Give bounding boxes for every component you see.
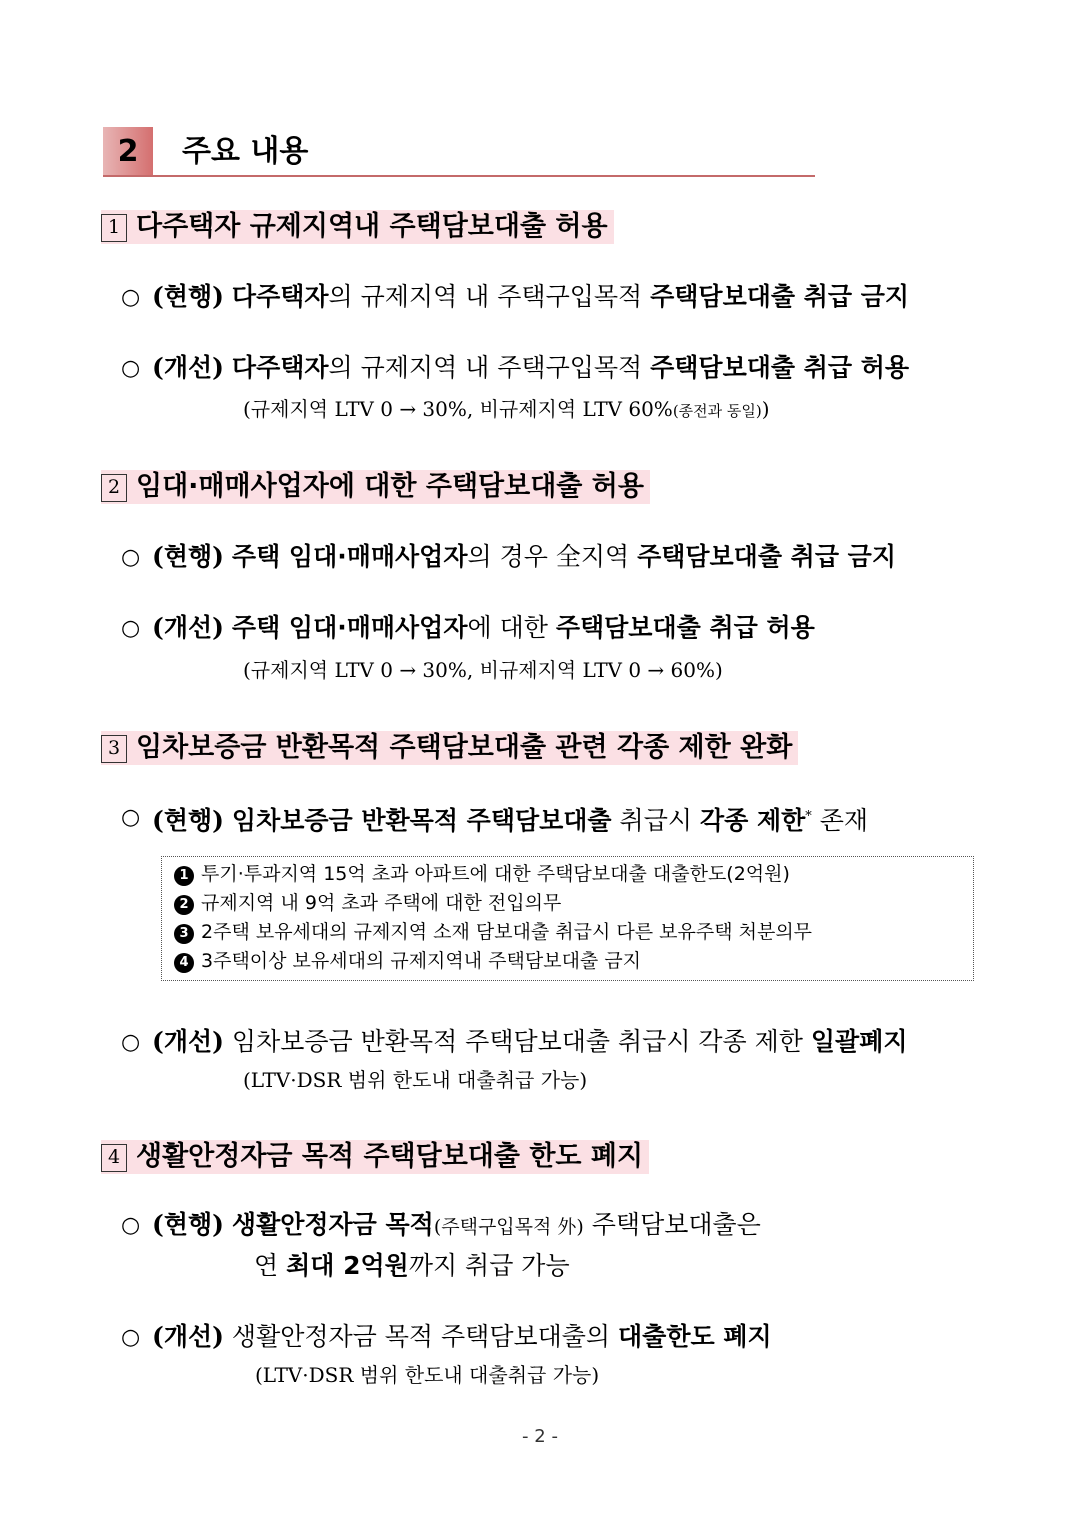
s3-current-asterisk: * — [805, 809, 812, 824]
s4-improved-tag: (개선) — [152, 1322, 224, 1351]
s3-improved-bold1: 일괄폐지 — [810, 1027, 908, 1056]
s1-current-tag: (현행) — [152, 282, 224, 311]
s1-improved-text1: 의 규제지역 내 주택구입목적 — [328, 353, 651, 382]
restriction-text: 2주택 보유세대의 규제지역 소재 담보대출 취급시 다른 보유주택 처분의무 — [201, 921, 813, 943]
subsection-title-4: 생활안정자금 목적 주택담보대출 한도 폐지 — [136, 1141, 644, 1172]
subsection-heading-2 — [101, 470, 650, 504]
s1-improved-bold1: 다주택자 — [231, 353, 329, 382]
subsection-number-2: 2 — [101, 474, 127, 502]
s2-current-bold1: 주택 임대·매매사업자 — [231, 542, 468, 571]
subsection-heading-3 — [101, 731, 798, 765]
s4-current-line2-post: 까지 취급 가능 — [408, 1251, 570, 1280]
restriction-text: 3주택이상 보유세대의 규제지역내 주택담보대출 금지 — [201, 950, 642, 972]
s1-current-text1: 의 규제지역 내 주택구입목적 — [328, 282, 651, 311]
s3-current-bold2: 각종 제한 — [699, 806, 806, 835]
s3-current-bold1: 임차보증금 반환목적 주택담보대출 — [231, 806, 612, 835]
bullet-icon: ○ — [121, 285, 141, 310]
s4-improved-bold1: 대출한도 폐지 — [618, 1322, 772, 1351]
s4-current-bold1: 생활안정자금 목적 — [231, 1210, 434, 1239]
bullet-icon: ○ — [121, 1213, 141, 1238]
s1-current-bold1: 다주택자 — [231, 282, 329, 311]
s4-current-line2-bold: 최대 2억원 — [286, 1251, 409, 1280]
bullet-icon: ○ — [121, 1325, 141, 1350]
s3-improved-text1: 임차보증금 반환목적 주택담보대출 취급시 각종 제한 — [231, 1027, 811, 1056]
s2-current-tag: (현행) — [152, 542, 224, 571]
s3-current-tag: (현행) — [152, 806, 224, 835]
s3-improved-tag: (개선) — [152, 1027, 224, 1056]
s4-current-line — [152, 1207, 761, 1245]
number-circle-icon: 2 — [174, 895, 194, 915]
section-number: 2 — [103, 127, 153, 177]
s2-improved-text1: 에 대한 — [467, 613, 556, 642]
subsection-number-1: 1 — [101, 214, 127, 242]
subsection-title-2: 임대·매매사업자에 대한 주택담보대출 허용 — [136, 471, 644, 502]
s3-improved-line — [152, 1024, 908, 1060]
bullet-icon: ○ — [121, 805, 141, 830]
s4-current-small: (주택구입목적 外) — [433, 1216, 584, 1238]
subsection-number-3: 3 — [101, 735, 127, 763]
s4-current-line2-pre: 연 — [254, 1251, 287, 1280]
subsection-number-4: 4 — [101, 1144, 127, 1172]
s1-improved-bold2: 주택담보대출 취급 허용 — [650, 353, 910, 382]
s1-note-end: ) — [761, 397, 770, 421]
s4-improved-text1: 생활안정자금 목적 주택담보대출의 — [231, 1322, 619, 1351]
subsection-title-1: 다주택자 규제지역내 주택담보대출 허용 — [136, 211, 608, 242]
s2-improved-bold1: 주택 임대·매매사업자 — [231, 613, 468, 642]
s4-improved-line — [152, 1319, 772, 1355]
section-title: 주요 내용 — [182, 134, 309, 169]
bullet-icon: ○ — [121, 616, 141, 641]
bullet-icon: ○ — [121, 545, 141, 570]
s1-note-main: (규제지역 LTV 0 → 30%, 비규제지역 LTV 60% — [243, 397, 673, 421]
page-number: - 2 - — [522, 1426, 558, 1447]
restriction-text: 투기·투과지역 15억 초과 아파트에 대한 주택담보대출 대출한도(2억원) — [201, 863, 790, 885]
section-divider — [103, 175, 815, 177]
s1-note — [243, 394, 770, 426]
s1-note-small: (종전과 동일) — [672, 402, 762, 420]
s4-note: (LTV·DSR 범위 한도내 대출취급 가능) — [255, 1363, 600, 1387]
restriction-text: 규제지역 내 9억 초과 주택에 대한 전입의무 — [201, 892, 562, 914]
number-circle-icon: 1 — [174, 866, 194, 886]
s2-improved-line — [152, 610, 815, 646]
s1-improved-tag: (개선) — [152, 353, 224, 382]
bullet-icon: ○ — [121, 356, 141, 381]
subsection-title-3: 임차보증금 반환목적 주택담보대출 관련 각종 제한 완화 — [136, 732, 793, 763]
number-circle-icon: 3 — [174, 924, 194, 944]
s4-current-tag: (현행) — [152, 1210, 224, 1239]
s2-current-bold2: 주택담보대출 취급 금지 — [637, 542, 896, 571]
s1-improved-line — [152, 350, 909, 386]
s4-current-line2 — [254, 1248, 570, 1284]
restrictions-box — [161, 856, 974, 981]
s2-current-line — [152, 539, 896, 575]
subsection-heading-4 — [101, 1140, 649, 1174]
s2-current-text1: 의 경우 全지역 — [467, 542, 638, 571]
restriction-item — [174, 860, 973, 889]
s2-note: (규제지역 LTV 0 → 30%, 비규제지역 LTV 0 → 60%) — [243, 658, 723, 682]
s2-improved-bold2: 주택담보대출 취급 허용 — [555, 613, 815, 642]
s4-current-text1: 주택담보대출은 — [583, 1210, 761, 1239]
s1-current-bold2: 주택담보대출 취급 금지 — [650, 282, 910, 311]
subsection-heading-1 — [101, 210, 614, 244]
s3-note: (LTV·DSR 범위 한도내 대출취급 가능) — [243, 1068, 588, 1092]
s1-current-line — [152, 279, 909, 315]
s3-current-line — [152, 799, 868, 839]
restriction-item — [174, 918, 973, 947]
s2-improved-tag: (개선) — [152, 613, 224, 642]
section-header — [103, 127, 815, 177]
bullet-icon: ○ — [121, 1030, 141, 1055]
restriction-item — [174, 889, 973, 918]
number-circle-icon: 4 — [174, 953, 194, 973]
s3-current-text2: 존재 — [811, 806, 869, 835]
restriction-item — [174, 947, 973, 976]
s3-current-text1: 취급시 — [611, 806, 700, 835]
